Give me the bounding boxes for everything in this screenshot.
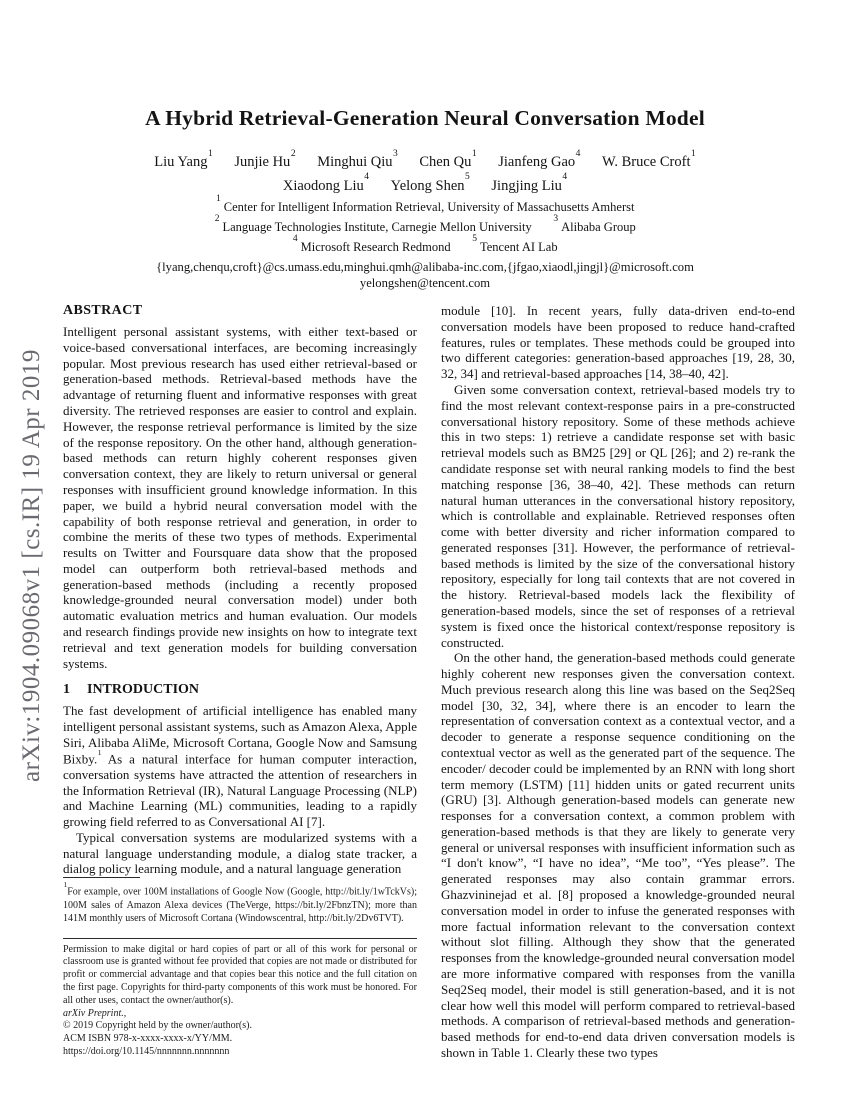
author: W. Bruce Croft$^1$ <box>602 148 696 170</box>
footnote-marker: 1 <box>97 747 102 757</box>
author: Jingjing Liu$^4$ <box>491 172 568 194</box>
author-affil-marker: 1 <box>690 148 696 159</box>
intro-paragraph-2: Typical conversation systems are modularized systems with a natural language understanding module, a dialog state tracker, a dialog policy learning module, and a natural language generation <box>63 829 417 877</box>
two-column-body <box>0 291 850 1061</box>
affil-marker: 5 <box>472 234 477 245</box>
affiliation: $^1$Center for Intelligent Information Retrieval, University of Massachusetts Amherst <box>216 194 635 214</box>
author: Junjie Hu$^2$ <box>234 148 296 170</box>
author-affil-marker: 3 <box>393 148 398 159</box>
affiliation-line-1 <box>0 196 850 216</box>
abstract-text: Intelligent personal assistant systems, with either text-based or voice-based conversational interfaces, are becoming increasingly popular. Most previous research has used either retrieval-based or generation-based methods. Retrieval-based methods have the advantage of returning fluent and informative responses with great diversity. The retrieved responses are easier to control and explain. However, the response retrieval performance is limited by the size of the response repository. On the other hand, although generation-based methods can return highly coherent responses given conversation context, they are likely to return universal or general responses with insufficient ground knowledge information. In this paper, we build a hybrid neural conversation model with the capability of both response retrieval and generation, in order to combine the merits of these two types of methods. Experimental results on Twitter and Foursquare data show that the proposed model can outperform both retrieval-based methods and generation-based methods (including a recently proposed knowledge-grounded neural conversation model) under both automatic evaluation metrics and human evaluation. Our models and research findings provide new insights on how to integrate text retrieval and text generation models for building conversation systems. <box>63 324 417 671</box>
paper-title: A Hybrid Retrieval-Generation Neural Conversation Model <box>145 106 705 130</box>
footnote-marker: 1 <box>63 880 68 890</box>
author: Xiaodong Liu$^4$ <box>282 172 370 194</box>
affiliation-line-3 <box>0 236 850 256</box>
affil-marker: 2 <box>214 214 220 225</box>
affiliation-line-2 <box>0 216 850 236</box>
affil-marker: 1 <box>216 194 221 205</box>
permission-notice: Permission to make digital or hard copies of part or all of this work for personal or classroom use is granted without fee provided that copies are not made or distributed for profit or commercial advantage and that copies bear this notice and the full citation on the first page. Copyrights for third-party components of this work must be honored. For all other uses, contact the owner/author(s). <box>63 943 417 1006</box>
isbn-line: ACM ISBN 978-x-xxxx-xxxx-x/YY/MM. <box>63 1033 233 1045</box>
right-paragraph-2: Given some conversation context, retrieval-based models try to find the most relevant context-response pairs in a pre-constructed conversational history repository. Some of these methods achieve this in two steps: 1) retrieve a candidate response set with basic retrieval models such as BM25 [29] or QL [26]; and 2) re-rank the candidate response set with neural ranking models to find the best matching response [36, 38–40, 42]. These methods can return natural human utterances in the conversational history repository, which is controllable and explainable. Retrieved responses often come with better diversity and richer information compared to generated responses [31]. However, the performance of retrieval-based methods is limited by the size of the conversational history repository, especially for long tail contexts that are not covered in the history. Retrieval-based models lack the flexibility of generation-based models, since the set of responses of a retrieval system is fixed once the historical context/response repository is constructed. <box>441 382 795 650</box>
copyright-line: © 2019 Copyright held by the owner/author(s). <box>63 1020 252 1032</box>
author: Liu Yang$^1$ <box>154 148 213 170</box>
footnote-rule <box>63 877 140 878</box>
affiliation: $^3$Alibaba Group <box>553 214 636 234</box>
venue-line: arXiv Preprint., <box>63 1007 127 1019</box>
abstract-heading: ABSTRACT <box>63 303 143 319</box>
right-paragraph-1: module [10]. In recent years, fully data-driven end-to-end conversation models have been proposed to reduce hand-crafted features, rules or templates. These methods could be grouped into two different categories: generation-based approaches [19, 28, 30, 32, 34] and retrieval-based approaches [14, 38–40, 42]. <box>441 303 795 382</box>
authors-line-2 <box>0 172 850 196</box>
left-column <box>63 303 417 1057</box>
authors-line-1 <box>0 148 850 172</box>
affiliation: $^2$Language Technologies Institute, Carnegie Mellon University <box>214 214 532 234</box>
section-title: INTRODUCTION <box>87 682 200 698</box>
author: Jianfeng Gao$^4$ <box>498 148 581 170</box>
email-line-1: {lyang,chenqu,croft}@cs.umass.edu,minghui.qmh@alibaba-inc.com,{jfgao,xiaodl,jingjl}@microsoft.com <box>156 260 694 275</box>
affiliation: $^5$Tencent AI Lab <box>472 234 558 255</box>
author: Minghui Qiu$^3$ <box>317 148 398 170</box>
right-paragraph-3: On the other hand, the generation-based methods could generate highly coherent new responses given the conversation context. Much previous research along this line was based on the Seq2Seq model [30, 32, 34], where there is an encoder to learn the representation of conversation context as a contextual vector, and a decoder to generate a response sequence conditioning on the contextual vector as well as the generated part of the sequence. The encoder/ decoder could be implemented by an RNN with long short term memory (LSTM) [11] hidden units or gated recurrent units (GRU) [3]. Although generation-based models can generate new responses for a conversation context, a common problem with generation-based methods is that they are likely to generate very general or universal responses with insufficient information such as “I don't know”, “I have no idea”, “Me too”, “Yes please”. The generated responses may also contain grammar errors. Ghazvininejad et al. [8] proposed a knowledge-grounded neural conversation model in order to infuse the generated responses with more factual information relevant to the conversation context without slot filling. Although they show that the generated responses from the knowledge-grounded neural conversation model are more informative compared with responses from the vanilla Seq2Seq model, their model is still generation-based, and it is not clear how well this model will perform compared to retrieval-based methods. A comparison of retrieval-based methods and generation-based methods for end-to-end data driven conversation models is shown in Table 1. Clearly these two types <box>441 650 795 1060</box>
permission-rule <box>63 938 417 939</box>
footnote-area <box>63 877 417 1059</box>
introduction-heading <box>63 682 417 698</box>
affiliation: $^4$Microsoft Research Redmond <box>292 234 451 255</box>
email-line-2: yelongshen@tencent.com <box>359 276 491 291</box>
author-affil-marker: 4 <box>575 148 581 159</box>
arxiv-watermark: arXiv:1904.09068v1 [cs.IR] 19 Apr 2019 <box>18 349 45 782</box>
right-column <box>441 303 795 1061</box>
author-affil-marker: 4 <box>562 172 568 183</box>
affil-marker: 3 <box>553 214 559 225</box>
paper-header <box>0 0 850 291</box>
author-affil-marker: 5 <box>465 172 470 183</box>
section-number: 1 <box>63 682 70 698</box>
author-affil-marker: 1 <box>471 148 477 159</box>
footnote-1: $^1$For example, over 100M installations of Google Now (Google, http://bit.ly/1wTckVs); 100M sales of Amazon Alexa devices (TheVerge, https://bit.ly/2FbnzTN); more than 141M monthly users of Microsoft Cortana (Windowscentral, http://bit.ly/2Dv6TVT). <box>63 880 417 924</box>
author: Yelong Shen$^5$ <box>390 172 470 194</box>
author-affil-marker: 1 <box>207 148 213 159</box>
author-affil-marker: 4 <box>364 172 370 183</box>
intro-paragraph-1: The fast development of artificial intelligence has enabled many intelligent personal assistant systems, such as Amazon Alexa, Apple Siri, Alibaba AliMe, Microsoft Cortana, Google Now and Samsung Bixby.$^1$ As a natural interface for human computer interaction, conversation systems have attracted the attention of researchers in the Information Retrieval (IR), Natural Language Processing (NLP) and Machine Learning (ML) communities, leading to a rapidly growing field referred to as Conversational AI [7]. <box>63 703 417 830</box>
author-affil-marker: 2 <box>290 148 296 159</box>
doi-line: https://doi.org/10.1145/nnnnnnn.nnnnnnn <box>63 1045 230 1057</box>
author: Chen Qu$^1$ <box>419 148 477 170</box>
affil-marker: 4 <box>292 234 298 245</box>
